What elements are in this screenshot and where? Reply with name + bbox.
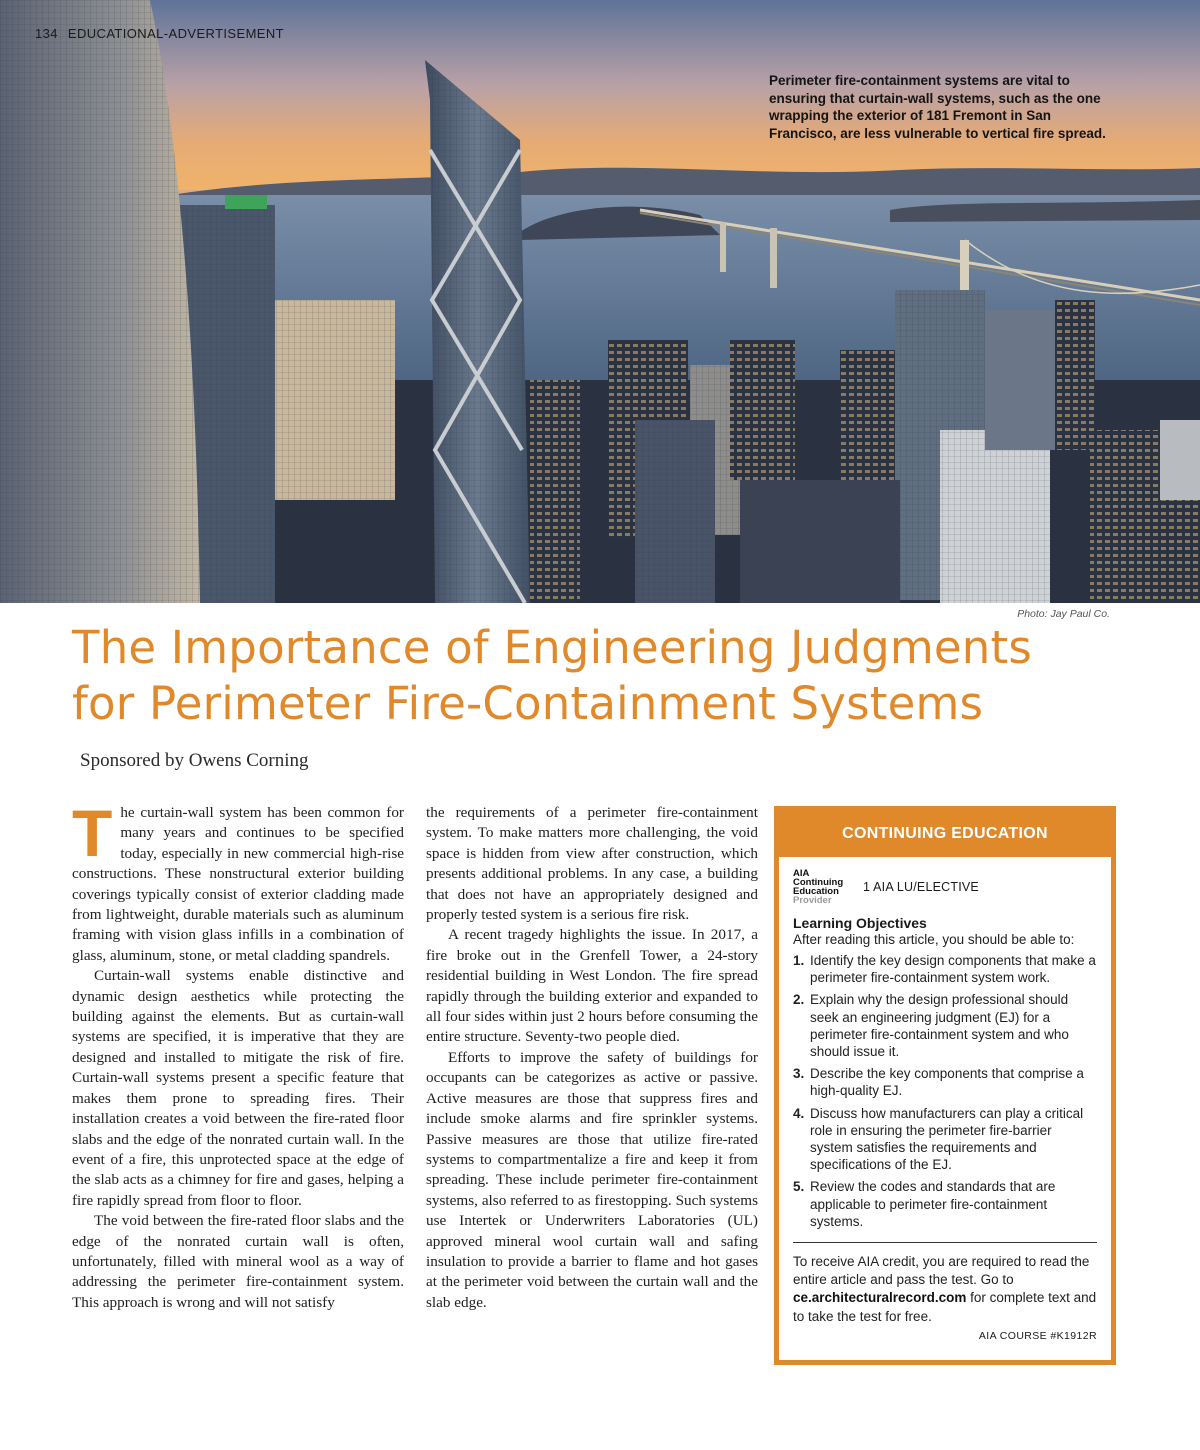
page-number: 134	[35, 26, 58, 41]
logo-text: Education	[793, 886, 839, 897]
body-column-1	[72, 796, 404, 1313]
photo-caption: Perimeter fire-containment systems are vital to ensuring that curtain-wall systems, such as the one wrapping the exterior of 181 Fremont in San Francisco, are less vulnerable to vertical fire spread.	[769, 73, 1106, 141]
item-number: 3.	[793, 1066, 805, 1082]
logo-text: Provider	[793, 895, 832, 906]
list-item	[793, 1065, 1097, 1099]
paragraph: Curtain-wall systems enable distinctive and dynamic design aesthetics while protecting the building against the elements. But as curtain-wall systems are specified, it is imperative that they are designed and installed to mitigate the risk of fire. Curtain-wall systems present a specific feature that makes them prone to spreading fires. Their installation creates a void between the fire-rated floor slabs and the edge of the nonrated curtain wall. In the event of a fire, this unprotected space at the edge of the slab acts as a chimney for fire and gases, helping a fire rapidly spread from floor to floor.	[72, 967, 404, 1209]
item-number: 4.	[793, 1105, 805, 1121]
aia-credit-label: 1 AIA LU/ELECTIVE	[863, 880, 979, 894]
ce-credit-note	[793, 1253, 1097, 1326]
list-item	[793, 991, 1097, 1060]
divider	[793, 1242, 1097, 1243]
note-text: for complete text and to take the test for free.	[793, 1290, 1097, 1324]
logo-text: AIA	[793, 868, 810, 879]
learning-objectives-title: Learning Objectives	[793, 915, 927, 931]
list-item	[793, 1105, 1097, 1174]
note-text: To receive AIA credit, you are required to read the entire article and pass the test. Go to	[793, 1254, 1090, 1288]
hero-photo	[0, 0, 1200, 603]
continuing-education-box	[774, 806, 1116, 1365]
aia-provider-logo	[793, 869, 853, 905]
article-title	[72, 620, 1152, 732]
item-number: 2.	[793, 992, 805, 1008]
paragraph-text: he curtain-wall system has been common for many years and continues to be specified today, especially in new commercial high-rise constructions. These nonstructural exterior building coverings typically consist of exterior cladding made from lightweight, durable materials such as aluminum framing with vision glass infills in a combination of glass, aluminum, stone, or metal cladding spandrels.	[72, 804, 404, 964]
sponsor-line: Sponsored by Owens Corning	[80, 750, 309, 771]
photo-credit: Photo: Jay Paul Co.	[1017, 608, 1110, 620]
logo-text: Continuing	[793, 877, 844, 888]
item-text: Identify the key design components that make a perimeter fire-containment system work.	[810, 953, 1096, 986]
item-text: Explain why the design professional should seek an engineering judgment (EJ) for a perimeter fire-containment system and who should issue it.	[810, 992, 1069, 1060]
item-text: Discuss how manufacturers can play a critical role in ensuring the perimeter fire-barrier system satisfies the requirements and specifications of the EJ.	[810, 1105, 1084, 1173]
item-text: Review the codes and standards that are applicable to perimeter fire-containment systems.	[810, 1179, 1056, 1229]
learning-objectives-intro: After reading this article, you should be able to:	[793, 932, 1075, 947]
section-label: EDUCATIONAL-ADVERTISEMENT	[67, 26, 284, 41]
course-number: AIA COURSE #K1912R	[978, 1329, 1097, 1342]
list-item	[793, 952, 1097, 986]
article-title-line-1: The Importance of Engineering Judgments	[72, 621, 1033, 674]
learning-objectives-list	[793, 952, 1097, 1230]
ce-website-link[interactable]: ce.architecturalrecord.com	[793, 1290, 967, 1306]
list-item	[793, 1178, 1097, 1230]
article-title-line-2: for Perimeter Fire-Containment Systems	[72, 677, 984, 730]
drop-cap: T	[72, 796, 113, 870]
body-column-2	[426, 803, 758, 1313]
ce-heading: CONTINUING EDUCATION	[779, 811, 1111, 857]
item-number: 1.	[793, 953, 805, 968]
item-text: Describe the key components that comprise a high-quality EJ.	[810, 1066, 1084, 1099]
page-folio	[35, 26, 284, 41]
paragraph: The void between the fire-rated floor slabs and the edge of the nonrated curtain wall is often, unfortunately, filled with mineral wool as a way of addressing the perimeter fire-containment system. This approach is wrong and will not satisfy	[72, 1212, 404, 1311]
item-number: 5.	[793, 1179, 805, 1195]
paragraph	[72, 796, 404, 966]
paragraph: Efforts to improve the safety of buildings for occupants can be categorizes as active or passive. Active measures are those that suppress fires and include smoke alarms and fire sprinkler systems. Passive measures are those that utilize fire-rated systems to compartmentalize a fire and keep it from spreading. These include perimeter fire-containment systems, also referred to as firestopping. Such systems use Intertek or Underwriters Laboratories (UL) approved mineral wool curtain wall and safing insulation to provide a barrier to flame and hot gases at the perimeter void between the curtain wall and the slab edge.	[426, 1048, 758, 1311]
paragraph: A recent tragedy highlights the issue. In 2017, a fire broke out in the Grenfell Tower, a 24-story residential building in West London. The fire spread rapidly through the building exterior and expanded to all four sides within just 2 hours before consuming the entire structure. Seventy-two people died.	[426, 926, 758, 1046]
aia-credit-row	[793, 869, 1097, 905]
paragraph: the requirements of a perimeter fire-containment system. To make matters more challenging, the void space is hidden from view after construction, which presents additional problems. In any case, a building that does not have an appropriately designed and properly tested system is a serious fire risk.	[426, 804, 758, 924]
